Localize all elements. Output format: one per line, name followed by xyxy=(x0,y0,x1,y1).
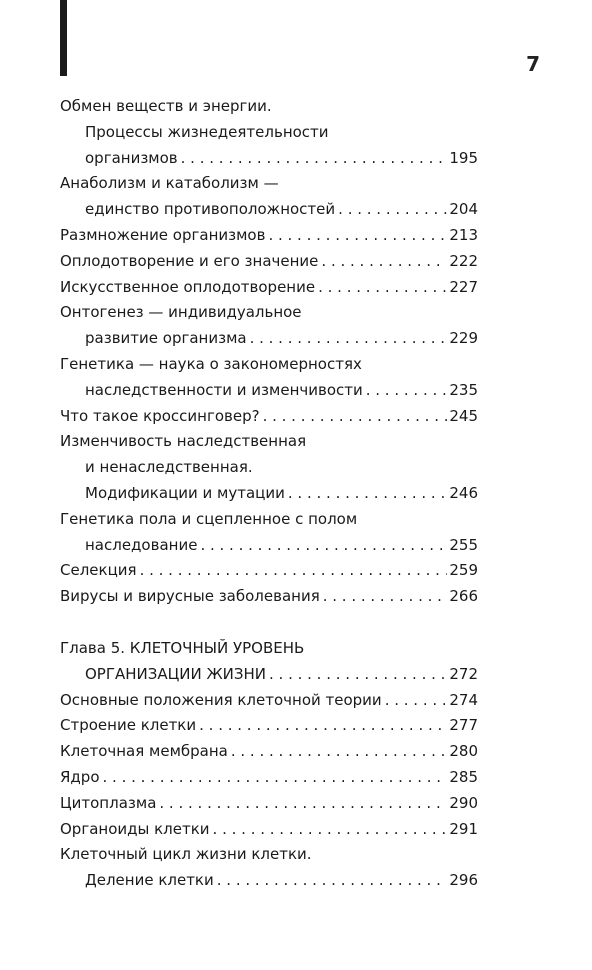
toc-page-number: 259 xyxy=(449,561,478,580)
toc-entry-title: Строение клетки xyxy=(60,716,197,735)
dot-leader xyxy=(288,481,447,507)
toc-entry[interactable] xyxy=(60,765,478,791)
toc-line xyxy=(60,120,478,146)
toc-entry-title: Изменчивость наследственная xyxy=(60,432,307,451)
toc-entry[interactable] xyxy=(60,791,478,817)
table-of-contents xyxy=(60,94,478,894)
toc-entry[interactable] xyxy=(60,404,478,430)
toc-page-number: 245 xyxy=(449,406,478,425)
toc-line xyxy=(60,326,478,352)
toc-page-number: 195 xyxy=(449,148,478,167)
toc-entry[interactable] xyxy=(60,688,478,714)
toc-entry[interactable] xyxy=(60,171,478,223)
toc-entry-title: развитие организма xyxy=(85,329,247,348)
toc-entry[interactable] xyxy=(60,429,478,506)
toc-entry[interactable] xyxy=(60,713,478,739)
toc-entry-title: Онтогенез — индивидуальное xyxy=(60,303,302,322)
dot-leader xyxy=(159,791,447,817)
toc-line xyxy=(60,275,478,301)
section-gap xyxy=(60,610,478,636)
toc-line xyxy=(60,378,478,404)
dot-leader xyxy=(140,558,448,584)
toc-line xyxy=(60,404,478,430)
toc-entry[interactable] xyxy=(60,223,478,249)
toc-entry-title: Анаболизм и катаболизм — xyxy=(60,174,279,193)
toc-entry[interactable] xyxy=(60,584,478,610)
toc-page-number: 277 xyxy=(449,716,478,735)
toc-line xyxy=(60,817,478,843)
dot-leader xyxy=(217,868,448,894)
toc-entry-title: Ядро xyxy=(60,767,100,786)
toc-entry-title: Цитоплазма xyxy=(60,793,157,812)
dot-leader xyxy=(366,378,448,404)
toc-page-number: 274 xyxy=(449,690,478,709)
dot-leader xyxy=(213,817,448,843)
toc-entry[interactable] xyxy=(60,94,478,171)
toc-line xyxy=(60,739,478,765)
toc-entry-title: Оплодотворение и его значение xyxy=(60,251,319,270)
toc-entry[interactable] xyxy=(60,739,478,765)
dot-leader xyxy=(181,146,448,172)
toc-page-number: 266 xyxy=(449,587,478,606)
toc-page-number: 272 xyxy=(449,664,478,683)
toc-line xyxy=(60,197,478,223)
toc-line xyxy=(60,868,478,894)
dot-leader xyxy=(323,584,448,610)
page-number: 7 xyxy=(526,52,540,76)
toc-line xyxy=(60,713,478,739)
toc-entry[interactable] xyxy=(60,275,478,301)
toc-entry-title: Клеточная мембрана xyxy=(60,742,228,761)
dot-leader xyxy=(263,404,448,430)
toc-page-number: 213 xyxy=(449,225,478,244)
toc-line xyxy=(60,481,478,507)
toc-entry-title: Искусственное оплодотворение xyxy=(60,277,316,296)
dot-leader xyxy=(200,533,447,559)
dot-leader xyxy=(250,326,448,352)
toc-page-number: 235 xyxy=(449,380,478,399)
toc-line xyxy=(60,842,478,868)
dot-leader xyxy=(321,249,447,275)
toc-line xyxy=(60,223,478,249)
toc-entry[interactable] xyxy=(60,842,478,894)
toc-entry-title: Обмен веществ и энергии. xyxy=(60,97,272,115)
toc-line xyxy=(60,636,478,662)
toc-entry-title: и ненаследственная. xyxy=(85,458,253,477)
toc-line xyxy=(60,171,478,197)
toc-page-number: 285 xyxy=(449,767,478,786)
toc-entry[interactable] xyxy=(60,507,478,559)
toc-page-number: 229 xyxy=(449,329,478,348)
toc-line xyxy=(60,352,478,378)
toc-entry-title: Что такое кроссинговер? xyxy=(60,406,260,425)
toc-entry-title: Клеточный цикл жизни клетки. xyxy=(60,845,312,864)
toc-entry-title: Процессы жизнедеятельности xyxy=(85,122,329,141)
toc-page-number: 246 xyxy=(449,483,478,502)
toc-line xyxy=(60,533,478,559)
dot-leader xyxy=(318,275,447,301)
toc-entry[interactable] xyxy=(60,636,478,688)
toc-entry-title: Вирусы и вирусные заболевания xyxy=(60,587,320,606)
toc-entry-title: Деление клетки xyxy=(85,871,214,890)
toc-line xyxy=(60,249,478,275)
toc-line xyxy=(60,455,478,481)
toc-line xyxy=(60,94,478,120)
toc-entry-title: единство противоположностей xyxy=(85,200,336,219)
toc-line xyxy=(60,146,478,172)
dot-leader xyxy=(385,688,448,714)
toc-entry-title: Селекция xyxy=(60,561,137,580)
toc-line xyxy=(60,300,478,326)
toc-line xyxy=(60,558,478,584)
toc-line xyxy=(60,584,478,610)
dot-leader xyxy=(103,765,448,791)
toc-line xyxy=(60,791,478,817)
toc-entry[interactable] xyxy=(60,249,478,275)
toc-line xyxy=(60,688,478,714)
toc-entry-title: Основные положения клеточной теории xyxy=(60,690,382,709)
dot-leader xyxy=(199,713,447,739)
toc-entry-title: Глава 5. КЛЕТОЧНЫЙ УРОВЕНЬ xyxy=(60,638,305,657)
toc-entry-title: наследование xyxy=(85,535,198,554)
toc-page-number: 255 xyxy=(449,535,478,554)
toc-line xyxy=(60,662,478,688)
dot-leader xyxy=(231,739,448,765)
toc-entry-title: наследственности и изменчивости xyxy=(85,380,363,399)
dot-leader xyxy=(338,197,447,223)
toc-entry-title: Генетика — наука о закономерностях xyxy=(60,354,362,373)
dot-leader xyxy=(268,223,447,249)
toc-entry-title: Модификации и мутации xyxy=(85,483,285,502)
toc-page-number: 204 xyxy=(449,200,478,219)
toc-line xyxy=(60,765,478,791)
decorative-bar xyxy=(60,0,67,76)
dot-leader xyxy=(269,662,447,688)
toc-line xyxy=(60,507,478,533)
toc-entry[interactable] xyxy=(60,817,478,843)
toc-page-number: 291 xyxy=(449,819,478,838)
toc-page-number: 222 xyxy=(449,251,478,270)
toc-line xyxy=(60,429,478,455)
toc-entry-title: Органоиды клетки xyxy=(60,819,210,838)
toc-page-number: 227 xyxy=(449,277,478,296)
toc-entry-title: организмов xyxy=(85,148,178,167)
toc-entry[interactable] xyxy=(60,558,478,584)
toc-entry-title: ОРГАНИЗАЦИИ ЖИЗНИ xyxy=(85,664,266,683)
toc-entry[interactable] xyxy=(60,352,478,404)
toc-page-number: 296 xyxy=(449,871,478,890)
toc-entry-title: Генетика пола и сцепленное с полом xyxy=(60,509,358,528)
toc-page-number: 290 xyxy=(449,793,478,812)
toc-page-number: 280 xyxy=(449,742,478,761)
toc-entry-title: Размножение организмов xyxy=(60,225,266,244)
toc-entry[interactable] xyxy=(60,300,478,352)
